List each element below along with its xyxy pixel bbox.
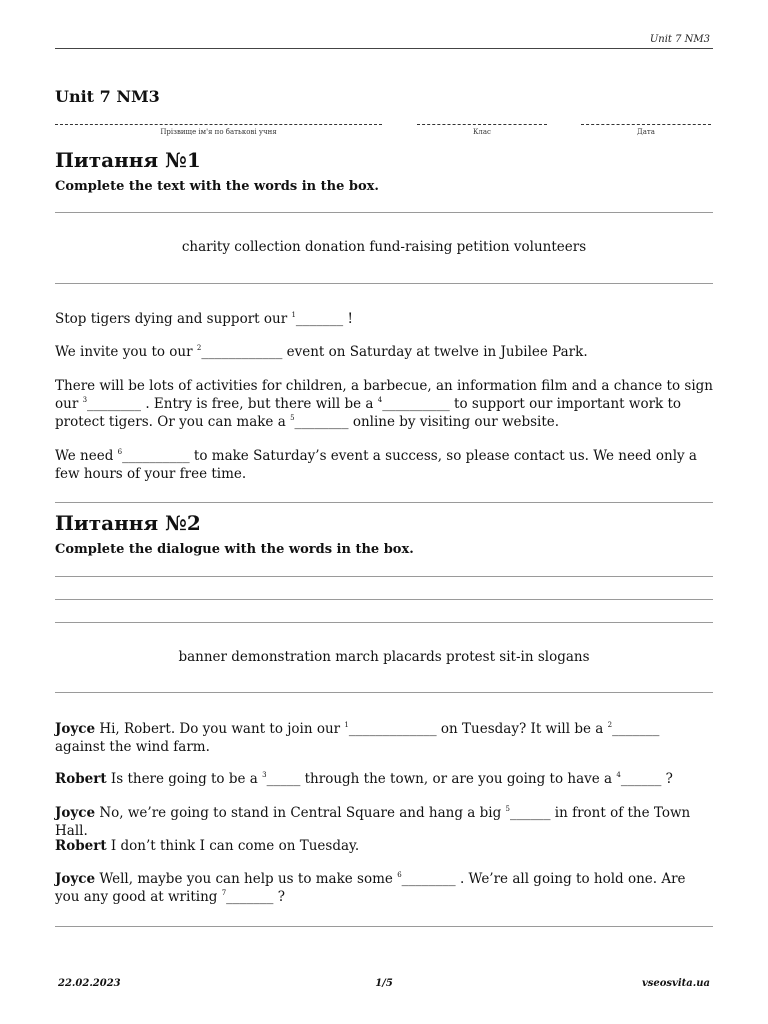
question-1-paragraph — [55, 310, 713, 328]
text-segment: ________ . Entry is free, but there will be a — [87, 396, 378, 412]
header-unit-label: Unit 7 NM3 — [649, 34, 710, 45]
word-box-top-rule — [55, 576, 713, 577]
question-1-paragraph — [55, 343, 713, 361]
question-1-paragraph — [55, 447, 713, 483]
text-segment: We need — [55, 448, 118, 464]
gap-number: 7 — [221, 889, 227, 897]
dialogue-line — [55, 837, 713, 855]
word-box-bottom-rule — [55, 692, 713, 693]
student-name-caption: Прізвище ім'я по батькові учня — [160, 128, 277, 136]
question-1-heading: Питання №1 — [55, 148, 201, 172]
text-segment: Is there going to be a — [106, 771, 263, 787]
speaker-name: Joyce — [55, 805, 96, 821]
text-segment: There will be lots of activities for children, a barbecue, an information film and a chance to sign our — [55, 378, 713, 412]
text-segment: ________ online by visiting our website. — [294, 414, 560, 430]
gap-number: 3 — [262, 771, 267, 779]
gap-number: 6 — [397, 871, 402, 879]
dialogue-line — [55, 770, 713, 788]
student-name-field[interactable] — [55, 118, 382, 125]
gap-number: 6 — [117, 448, 123, 456]
speaker-name: Robert — [55, 771, 107, 787]
gap-number: 5 — [290, 414, 295, 422]
text-segment: _____________ on Tuesday? It will be a — [348, 721, 608, 737]
text-segment: _______ against the wind farm. — [55, 721, 660, 755]
date-field[interactable] — [581, 118, 711, 125]
gap-number: 1 — [344, 721, 349, 729]
speaker-name: Joyce — [55, 721, 96, 737]
gap-number: 4 — [616, 771, 621, 779]
gap-number: 3 — [82, 396, 88, 404]
section-divider — [55, 926, 713, 927]
gap-number: 2 — [196, 344, 202, 352]
speaker-name: Joyce — [55, 871, 96, 887]
text-segment: ________ . We’re all going to hold one. Are you any good at writing — [55, 871, 686, 905]
section-divider — [55, 502, 713, 503]
footer-page-number: 1/5 — [375, 978, 393, 989]
text-segment: ______ ? — [620, 771, 673, 787]
text-segment: _______ ! — [295, 311, 353, 327]
text-segment: No, we’re going to stand in Central Square and hang a big — [95, 805, 506, 821]
text-segment: Well, maybe you can help us to make some — [95, 871, 398, 887]
text-segment: ____________ event on Saturday at twelve in Jubilee Park. — [201, 344, 588, 360]
date-caption: Дата — [637, 128, 655, 136]
text-segment: Hi, Robert. Do you want to join our — [95, 721, 345, 737]
class-caption: Клас — [473, 128, 491, 136]
question-2-instruction: Complete the dialogue with the words in the box. — [55, 542, 414, 557]
gap-number: 2 — [607, 721, 613, 729]
footer-date: 22.02.2023 — [58, 978, 121, 989]
text-segment: I don’t think I can come on Tuesday. — [106, 838, 360, 854]
word-box-rule — [55, 599, 713, 600]
text-segment: _______ ? — [226, 889, 285, 905]
gap-number: 5 — [505, 805, 510, 813]
question-1-word-box: charity collection donation fund-raising petition volunteers — [181, 239, 587, 255]
question-1-instruction: Complete the text with the words in the box. — [55, 179, 379, 194]
dialogue-line — [55, 720, 713, 756]
gap-number: 1 — [291, 311, 296, 319]
question-2-word-box: banner demonstration march placards protest sit-in slogans — [178, 649, 590, 665]
document-title: Unit 7 NM3 — [55, 87, 160, 106]
class-field[interactable] — [417, 118, 547, 125]
text-segment: _____ through the town, or are you going to have a — [266, 771, 617, 787]
text-segment: ______ in front of the Town Hall. — [55, 805, 691, 839]
dialogue-line — [55, 804, 713, 840]
word-box-top-rule — [55, 212, 713, 213]
dialogue-line — [55, 870, 713, 906]
question-2-heading: Питання №2 — [55, 511, 201, 535]
word-box-rule — [55, 622, 713, 623]
speaker-name: Robert — [55, 838, 107, 854]
footer-site: vseosvita.ua — [641, 978, 710, 989]
header-rule — [55, 48, 713, 49]
text-segment: __________ to support our important work to protect tigers. Or you can make a — [55, 396, 682, 430]
gap-number: 4 — [377, 396, 383, 404]
word-box-bottom-rule — [55, 283, 713, 284]
text-segment: __________ to make Saturday’s event a success, so please contact us. We need only a few hours of your free time. — [55, 448, 697, 482]
text-segment: Stop tigers dying and support our — [55, 311, 292, 327]
question-1-paragraph — [55, 377, 713, 431]
text-segment: We invite you to our — [55, 344, 197, 360]
